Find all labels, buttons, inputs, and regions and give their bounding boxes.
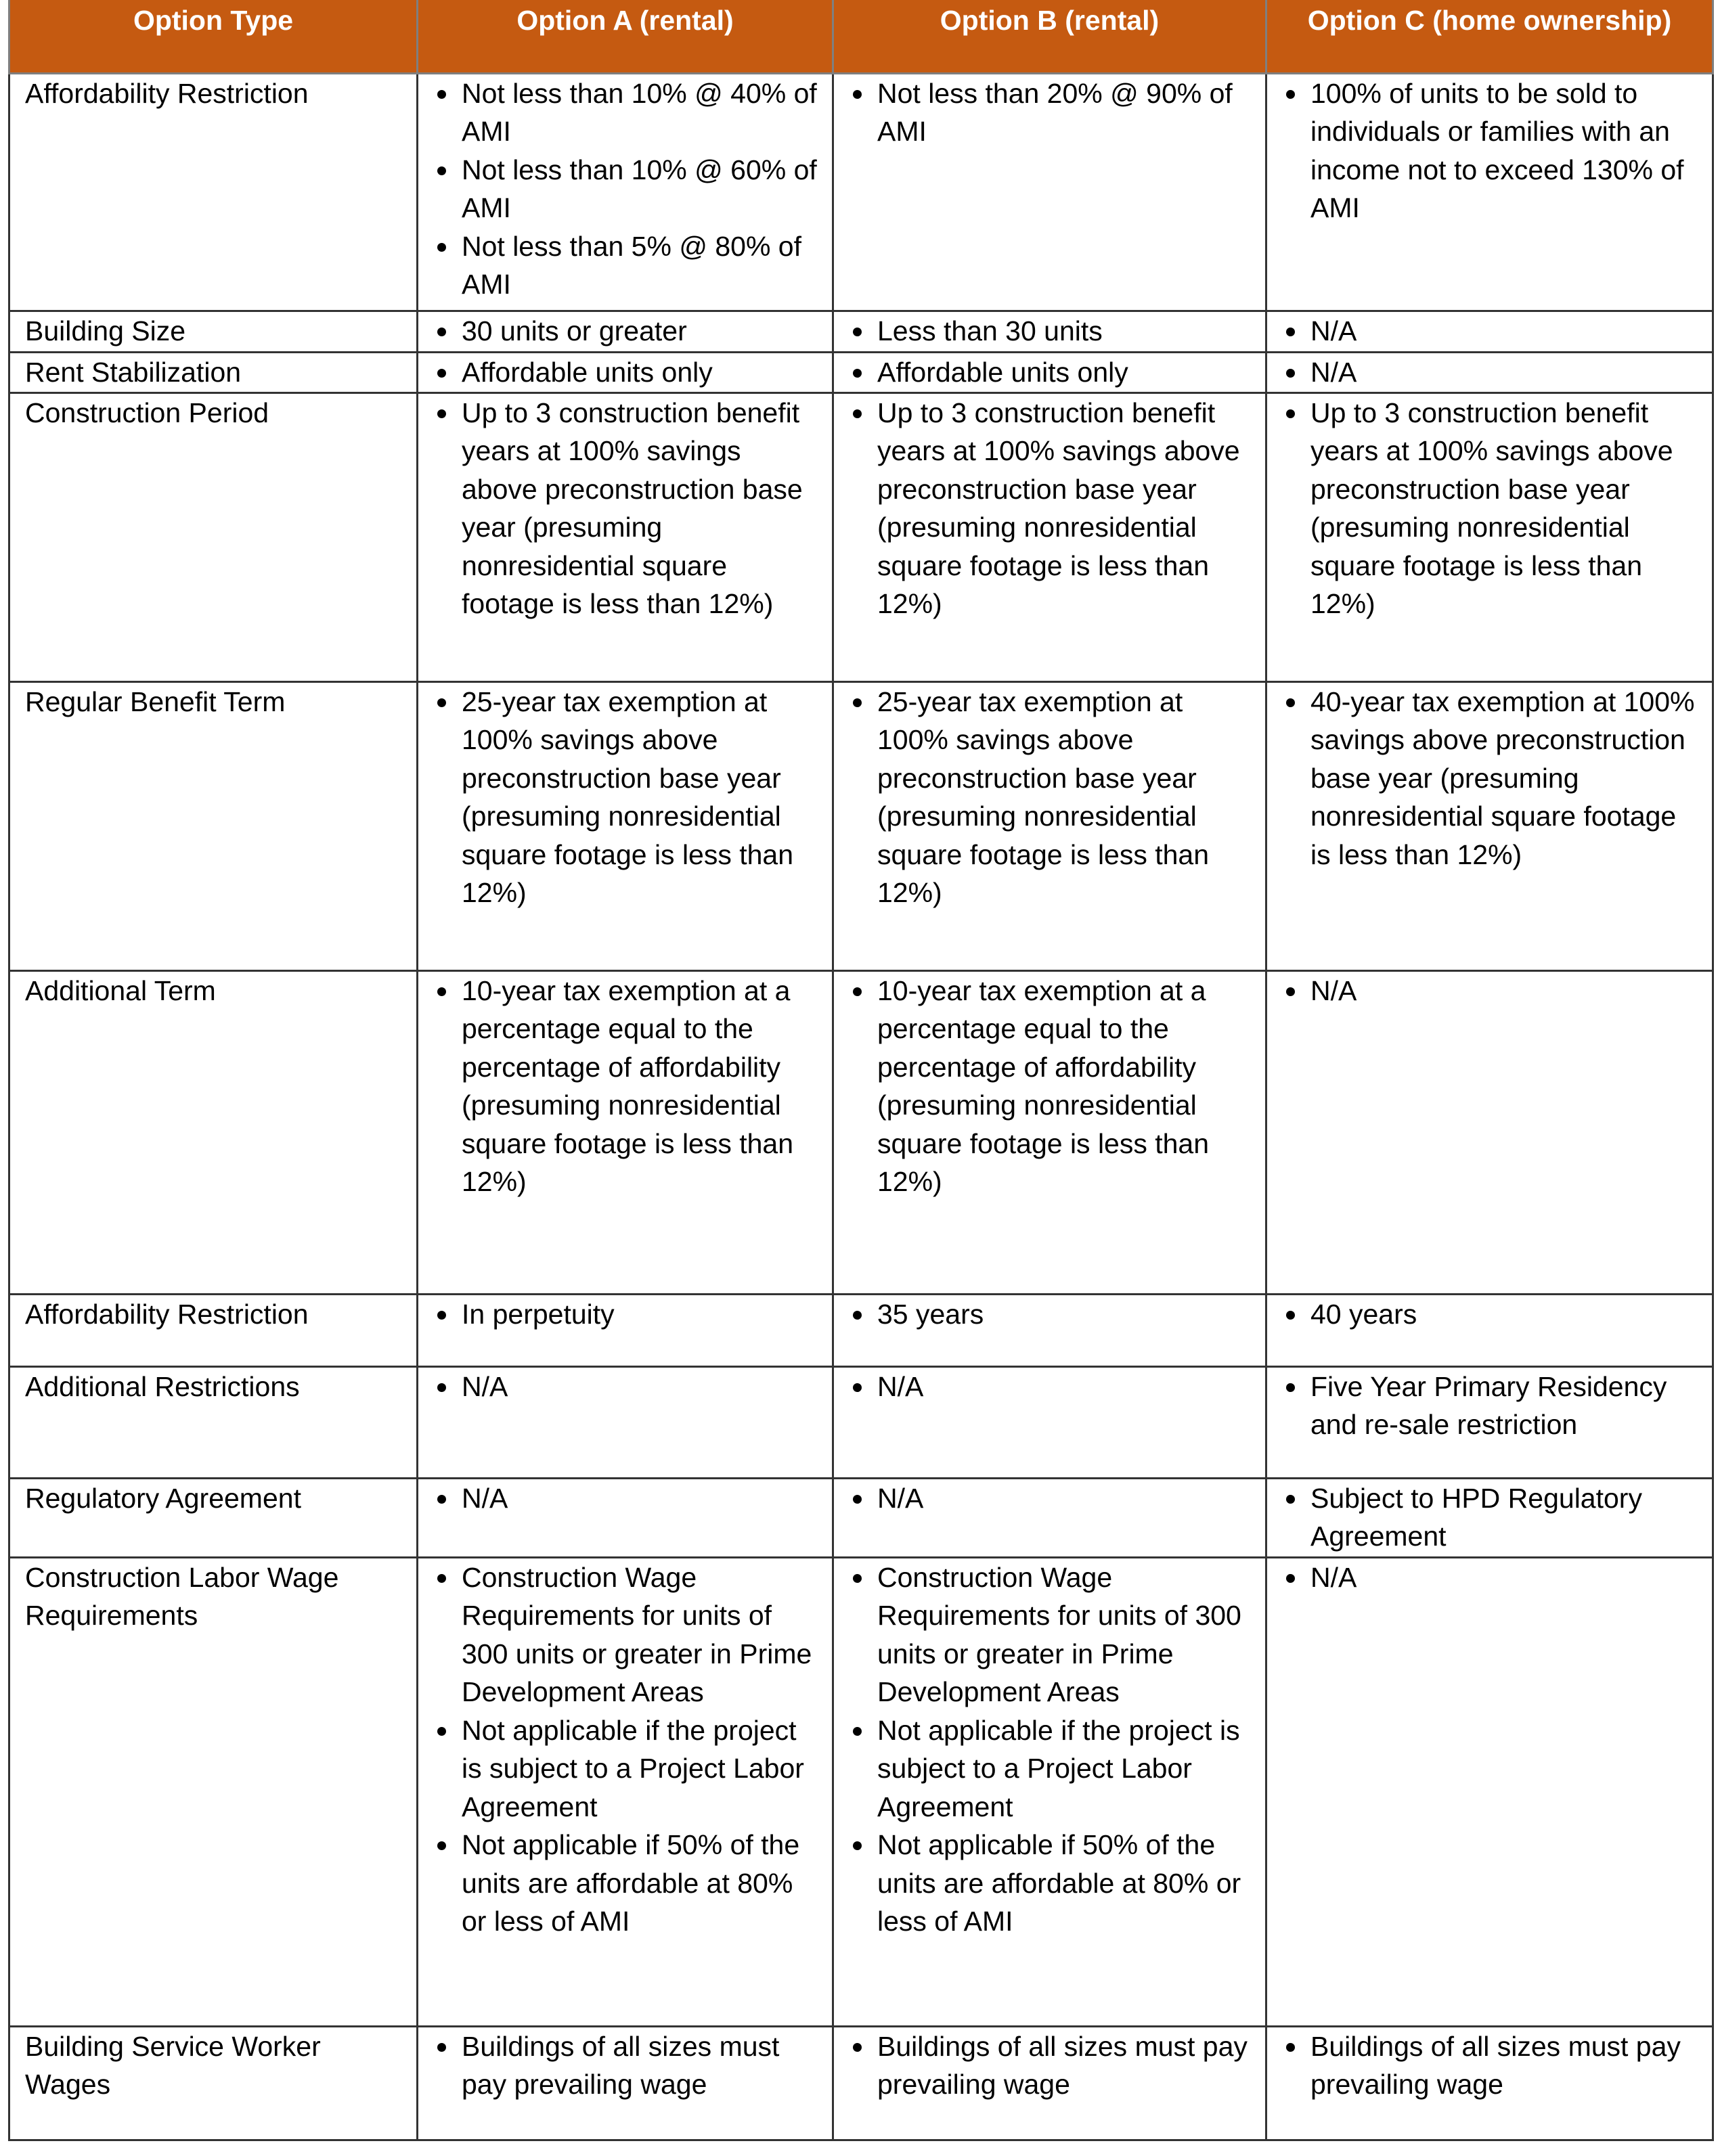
bullet-list: [1281, 683, 1702, 874]
option-c-cell: [1266, 1366, 1713, 1478]
table-row: [9, 352, 1713, 392]
bullet-list: [432, 353, 822, 392]
bullet-list: [847, 1479, 1256, 1518]
table-row: [9, 970, 1713, 1294]
option-a-cell: [418, 311, 833, 352]
table-row: [9, 73, 1713, 311]
bullet-list: [847, 1558, 1256, 1941]
row-label: Rent Stabilization: [9, 352, 418, 392]
table-row: [9, 311, 1713, 352]
bullet-list: [432, 1479, 822, 1518]
bullet-list: [1281, 2027, 1702, 2104]
bullet-item: Not applicable if the project is subject to a Project Labor Agreement: [432, 1711, 822, 1826]
bullet-item: Less than 30 units: [847, 312, 1256, 351]
option-c-cell: [1266, 970, 1713, 1294]
row-label: Building Service Worker Wages: [9, 2026, 418, 2140]
bullet-list: [432, 394, 822, 623]
bullet-item: Not less than 20% @ 90% of AMI: [847, 74, 1256, 151]
option-a-cell: [418, 681, 833, 970]
option-c-cell: [1266, 1478, 1713, 1557]
bullet-list: [1281, 312, 1702, 351]
comparison-table-container: [8, 0, 1712, 2141]
option-b-cell: [833, 681, 1266, 970]
bullet-item: Up to 3 construction benefit years at 100% savings above preconstruction base year (presuming nonresidential square footage is less than 12%): [847, 394, 1256, 623]
bullet-item: Up to 3 construction benefit years at 100% savings above preconstruction base year (presuming nonresidential square footage is less than 12%): [432, 394, 822, 623]
bullet-item: Up to 3 construction benefit years at 100% savings above preconstruction base year (presuming nonresidential square footage is less than 12%): [1281, 394, 1702, 623]
bullet-item: 30 units or greater: [432, 312, 822, 351]
option-b-cell: [833, 1478, 1266, 1557]
bullet-list: [1281, 1558, 1702, 1597]
tax-exemption-options-table: [8, 0, 1714, 2141]
bullet-item: Construction Wage Requirements for units of 300 units or greater in Prime Development Areas: [432, 1558, 822, 1711]
option-c-cell: [1266, 681, 1713, 970]
option-b-cell: [833, 1557, 1266, 2026]
option-c-cell: [1266, 392, 1713, 681]
bullet-item: Buildings of all sizes must pay prevailing wage: [432, 2027, 822, 2104]
bullet-item: Subject to HPD Regulatory Agreement: [1281, 1479, 1702, 1556]
bullet-item: Buildings of all sizes must pay prevailing wage: [847, 2027, 1256, 2104]
bullet-item: Affordable units only: [432, 353, 822, 392]
bullet-item: N/A: [847, 1479, 1256, 1518]
option-b-cell: [833, 1366, 1266, 1478]
header-option-c: Option C (home ownership): [1266, 0, 1713, 73]
row-label: Additional Term: [9, 970, 418, 1294]
option-b-cell: [833, 311, 1266, 352]
option-a-cell: [418, 2026, 833, 2140]
table-header: [9, 0, 1713, 73]
bullet-item: N/A: [432, 1479, 822, 1518]
table-body: [9, 73, 1713, 2140]
bullet-item: Five Year Primary Residency and re-sale restriction: [1281, 1368, 1702, 1444]
row-label: Regulatory Agreement: [9, 1478, 418, 1557]
table-row: [9, 1366, 1713, 1478]
header-row: [9, 0, 1713, 73]
option-b-cell: [833, 352, 1266, 392]
option-a-cell: [418, 392, 833, 681]
bullet-item: N/A: [1281, 312, 1702, 351]
bullet-list: [432, 683, 822, 912]
bullet-item: Not less than 10% @ 60% of AMI: [432, 151, 822, 227]
bullet-item: 100% of units to be sold to individuals or families with an income not to exceed 130% of AMI: [1281, 74, 1702, 227]
bullet-list: [847, 2027, 1256, 2104]
option-b-cell: [833, 73, 1266, 311]
option-a-cell: [418, 1294, 833, 1366]
bullet-item: Construction Wage Requirements for units of 300 units or greater in Prime Development Areas: [847, 1558, 1256, 1711]
row-label: Regular Benefit Term: [9, 681, 418, 970]
bullet-list: [432, 1295, 822, 1334]
bullet-item: 40 years: [1281, 1295, 1702, 1334]
row-label: Additional Restrictions: [9, 1366, 418, 1478]
option-c-cell: [1266, 352, 1713, 392]
option-a-cell: [418, 1557, 833, 2026]
table-row: [9, 392, 1713, 681]
bullet-item: Buildings of all sizes must pay prevailing wage: [1281, 2027, 1702, 2104]
bullet-item: Not applicable if 50% of the units are affordable at 80% or less of AMI: [847, 1826, 1256, 1941]
option-a-cell: [418, 1366, 833, 1478]
option-b-cell: [833, 1294, 1266, 1366]
option-a-cell: [418, 970, 833, 1294]
bullet-item: Not applicable if 50% of the units are affordable at 80% or less of AMI: [432, 1826, 822, 1941]
bullet-item: Not less than 5% @ 80% of AMI: [432, 227, 822, 304]
option-c-cell: [1266, 311, 1713, 352]
bullet-list: [847, 394, 1256, 623]
row-label: Affordability Restriction: [9, 73, 418, 311]
bullet-item: N/A: [1281, 1558, 1702, 1597]
bullet-item: 25-year tax exemption at 100% savings above preconstruction base year (presuming nonresidential square footage is less than 12%): [847, 683, 1256, 912]
row-label: Affordability Restriction: [9, 1294, 418, 1366]
bullet-list: [1281, 1479, 1702, 1556]
bullet-item: 35 years: [847, 1295, 1256, 1334]
bullet-list: [432, 972, 822, 1201]
bullet-list: [1281, 353, 1702, 392]
bullet-item: 25-year tax exemption at 100% savings above preconstruction base year (presuming nonresidential square footage is less than 12%): [432, 683, 822, 912]
option-c-cell: [1266, 1294, 1713, 1366]
bullet-list: [432, 2027, 822, 2104]
option-b-cell: [833, 2026, 1266, 2140]
bullet-list: [1281, 1295, 1702, 1334]
bullet-list: [847, 683, 1256, 912]
option-c-cell: [1266, 1557, 1713, 2026]
bullet-item: Not applicable if the project is subject to a Project Labor Agreement: [847, 1711, 1256, 1826]
bullet-item: N/A: [432, 1368, 822, 1406]
bullet-item: 10-year tax exemption at a percentage equal to the percentage of affordability (presuming nonresidential square footage is less than 12%): [432, 972, 822, 1201]
bullet-list: [432, 312, 822, 351]
bullet-list: [847, 972, 1256, 1201]
option-c-cell: [1266, 73, 1713, 311]
bullet-list: [432, 74, 822, 304]
bullet-list: [847, 1368, 1256, 1406]
option-a-cell: [418, 352, 833, 392]
bullet-list: [847, 74, 1256, 151]
table-row: [9, 1557, 1713, 2026]
table-row: [9, 1478, 1713, 1557]
bullet-list: [1281, 394, 1702, 623]
bullet-list: [1281, 1368, 1702, 1444]
header-option-type: Option Type: [9, 0, 418, 73]
row-label: Construction Labor Wage Requirements: [9, 1557, 418, 2026]
bullet-item: Not less than 10% @ 40% of AMI: [432, 74, 822, 151]
bullet-list: [1281, 74, 1702, 227]
bullet-list: [1281, 972, 1702, 1010]
header-option-a: Option A (rental): [418, 0, 833, 73]
bullet-item: 40-year tax exemption at 100% savings above preconstruction base year (presuming nonresidential square footage is less than 12%): [1281, 683, 1702, 874]
option-a-cell: [418, 73, 833, 311]
bullet-item: N/A: [1281, 972, 1702, 1010]
option-a-cell: [418, 1478, 833, 1557]
option-b-cell: [833, 970, 1266, 1294]
table-row: [9, 1294, 1713, 1366]
bullet-list: [847, 1295, 1256, 1334]
table-row: [9, 2026, 1713, 2140]
row-label: Construction Period: [9, 392, 418, 681]
table-row: [9, 681, 1713, 970]
row-label: Building Size: [9, 311, 418, 352]
bullet-item: 10-year tax exemption at a percentage equal to the percentage of affordability (presuming nonresidential square footage is less than 12%): [847, 972, 1256, 1201]
bullet-item: In perpetuity: [432, 1295, 822, 1334]
bullet-list: [847, 312, 1256, 351]
bullet-list: [432, 1368, 822, 1406]
header-option-b: Option B (rental): [833, 0, 1266, 73]
option-c-cell: [1266, 2026, 1713, 2140]
bullet-item: Affordable units only: [847, 353, 1256, 392]
bullet-list: [432, 1558, 822, 1941]
bullet-item: N/A: [1281, 353, 1702, 392]
bullet-list: [847, 353, 1256, 392]
option-b-cell: [833, 392, 1266, 681]
bullet-item: N/A: [847, 1368, 1256, 1406]
